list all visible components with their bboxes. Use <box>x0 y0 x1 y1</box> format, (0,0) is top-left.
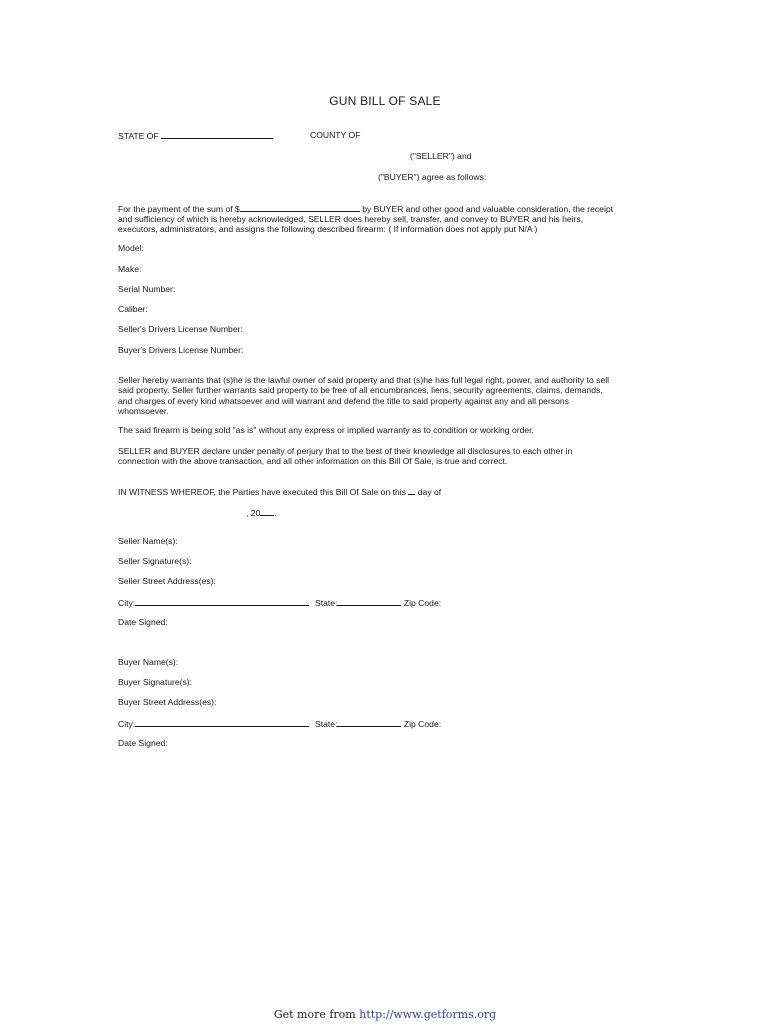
state-line <box>118 130 273 141</box>
warranty-line-1: Seller hereby warrants that (s)he is the lawful owner of said property and that (s)he has full legal right, power, and authority to sell <box>118 375 610 385</box>
footer <box>0 1008 770 1022</box>
make-label: Make: <box>118 264 142 274</box>
seller-address-label: Seller Street Address(es): <box>118 576 216 586</box>
year-line <box>246 507 277 518</box>
seller-clause: ("SELLER") and <box>410 151 472 161</box>
seller-state-blank[interactable] <box>337 597 401 606</box>
year-blank[interactable] <box>260 507 277 518</box>
day-blank[interactable] <box>408 486 415 495</box>
buyer-clause: ("BUYER") agree as follows: <box>378 172 487 182</box>
perjury-line-1: SELLER and BUYER declare under penalty of perjury that to the best of their knowledge all disclosures to each other in <box>118 445 573 456</box>
seller-city-state-zip-line <box>118 597 309 608</box>
witness-text: IN WITNESS WHEREOF, the Parties have executed this Bill Of Sale on this <box>118 487 406 497</box>
state-blank[interactable] <box>161 130 273 139</box>
payment-prefix: For the payment of the sum of $ <box>118 204 240 214</box>
seller-zip-label: Zip Code: <box>403 598 442 608</box>
state-label: STATE OF <box>118 131 159 141</box>
witness-day-label: day of <box>417 487 442 497</box>
buyer-state-zip <box>315 718 441 729</box>
document-title: GUN BILL OF SALE <box>329 94 441 108</box>
year-suffix: . <box>274 508 277 518</box>
payment-line-2: and sufficiency of which is hereby acknowledged, SELLER does hereby sell, transfer, and convey to BUYER and his heirs, <box>118 213 584 224</box>
caliber-label: Caliber: <box>118 304 148 314</box>
model-label: Model: <box>118 243 144 253</box>
perjury-line-2: connection with the above transaction, and all other information on this Bill Of Sale, is true and correct. <box>118 456 508 466</box>
witness-line <box>118 486 441 497</box>
buyer-city-state-zip-line <box>118 718 309 729</box>
seller-state-zip <box>315 597 441 608</box>
warranty-line-3: and charges of every kind whatsoever and will warrant and defend the title to said property against any and all persons <box>118 395 569 406</box>
buyer-city-blank[interactable] <box>135 718 309 727</box>
footer-prefix: Get more from <box>273 1008 356 1021</box>
seller-state-label: State: <box>315 598 338 608</box>
seller-license-label: Seller's Drivers License Number: <box>118 324 243 334</box>
seller-name-label: Seller Name(s): <box>118 536 178 546</box>
buyer-zip-label: Zip Code: <box>403 719 442 729</box>
seller-date-label: Date Signed: <box>118 617 168 627</box>
seller-signature-label: Seller Signature(s): <box>118 556 192 566</box>
buyer-name-label: Buyer Name(s): <box>118 657 179 667</box>
payment-line-3: executors, administrators, and assigns the following described firearm: ( If information does not apply put N/A ) <box>118 224 538 234</box>
warranty-line-2: said property. Seller further warrants said property to be free of all encumbrances, liens, security agreements, claims, demands, <box>118 385 603 396</box>
seller-city-blank[interactable] <box>135 597 309 606</box>
buyer-city-label: City: <box>118 719 136 729</box>
buyer-state-blank[interactable] <box>337 718 401 727</box>
serial-number-label: Serial Number: <box>118 284 176 294</box>
seller-city-label: City: <box>118 598 136 608</box>
buyer-signature-label: Buyer Signature(s): <box>118 677 193 687</box>
buyer-state-label: State: <box>315 719 338 729</box>
buyer-address-label: Buyer Street Address(es): <box>118 697 217 707</box>
year-prefix: , 20 <box>246 508 261 518</box>
warranty-line-4: whomsoever. <box>118 406 169 416</box>
payment-line-1 <box>118 203 613 214</box>
payment-suffix: by BUYER and other good and valuable consideration, the receipt <box>362 204 614 214</box>
footer-link[interactable]: http://www.getforms.org <box>359 1008 497 1021</box>
buyer-license-label: Buyer's Drivers License Number: <box>118 345 244 355</box>
county-label: COUNTY OF <box>310 130 361 140</box>
buyer-date-label: Date Signed: <box>118 738 168 748</box>
payment-amount-blank[interactable] <box>240 203 360 212</box>
as-is-clause: The said firearm is being sold "as is" without any express or implied warranty as to condition or working order. <box>118 425 534 435</box>
